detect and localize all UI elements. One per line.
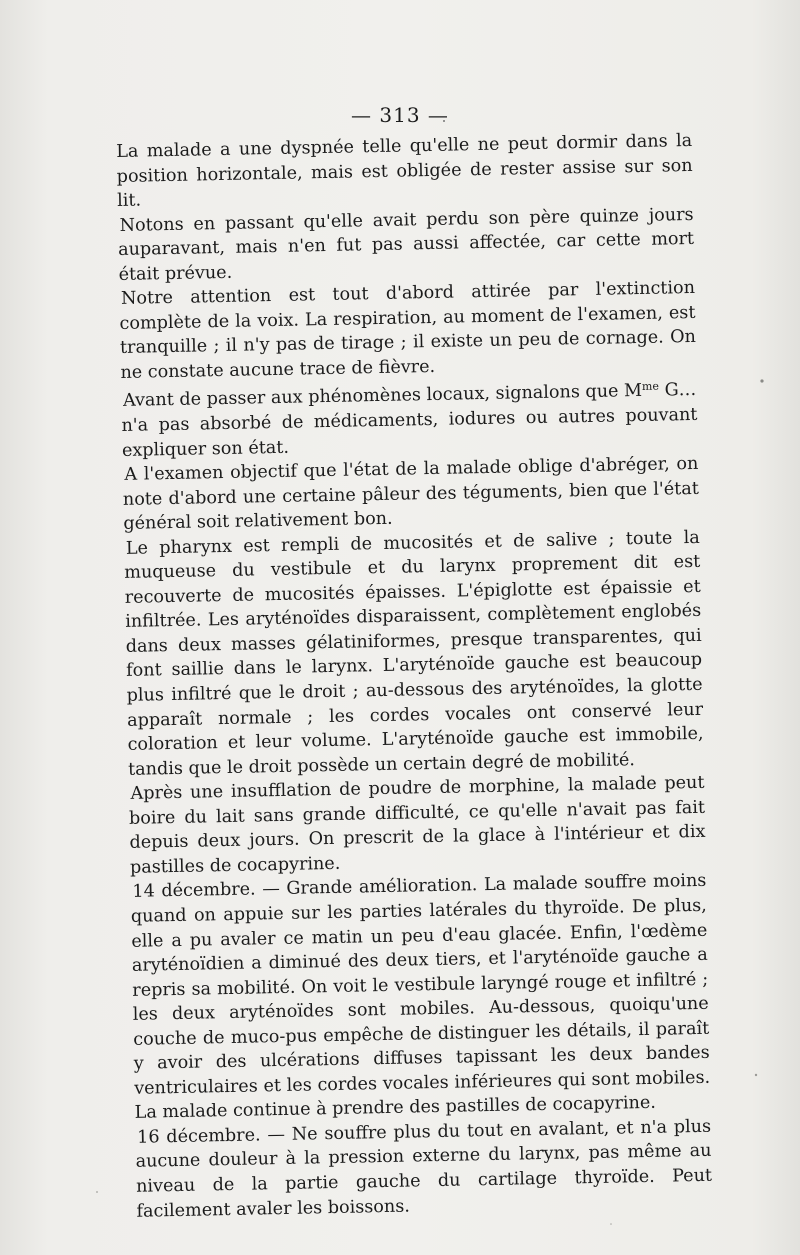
paragraph-voice: Notre attention est tout d'abord attirée par l'extinction complète de la voix. La respiration, au moment de l'examen, est tranquille ; il n'y pas de tirage ; il existe un peu de cornage. On ne constate aucune trace de fièvre. [119,278,697,383]
medications-text: n'a pas absorbé de médicaments, iodures ou autres pouvant expliquer son état. [121,404,698,461]
paragraph-dyspnea: La malade a une dyspnée telle qu'elle ne peut dormir dans la position horizontale, mais est obligée de rester assise sur son lit. [116,130,693,212]
paragraph-dec-16: 16 décembre. — Ne souffre plus du tout en avalant, et n'a plus aucune douleur à la pression externe du larynx, pas même au niveau de la partie gauche du cartilage thyroïde. Peut facilement avaler les boissons. [135,1116,713,1222]
mme-text-after: G… [658,380,697,402]
paragraph-morphine: Après une insufflation de poudre de morphine, la malade peut boire du lait sans grande difficulté, ce qu'elle n'avait pas fait depuis deux jours. On prescrit de la glace à l'intérieur et dix pastilles de cocapyrine. [128,773,706,878]
mme-text-before: Avant de passer aux phénomènes locaux, signalons que M [122,381,643,412]
mme-superscript: me [641,380,660,394]
paragraph-exam: A l'examen objectif que l'état de la malade oblige d'abréger, on note d'abord une certaine pâleur des téguments, bien que l'état général soit relativement bon. [122,453,699,535]
page-number: — 313 — [351,103,449,127]
paragraph-medications [121,374,698,463]
body-text [116,129,713,1224]
paragraph-pharynx: Le pharynx est rempli de mucosités et de salive ; toute la muqueuse du vestibule et du larynx proprement dit est recouverte de mucosités épaisses. L'épiglotte est épaissie et infiltrée. Les aryténoïdes disparaissent, complètement englobés dans deux masses gélatiniformes, presque transparentes, qui font saillie dans le larynx. L'aryténoïde gauche est beaucoup plus infiltré que le droit ; au-dessous des aryténoïdes, la glotte apparaît normale ; les cordes vocales ont conservé leur coloration et leur volume. L'aryténoïde gauche est immobile, tandis que le droit possède un certain degré de mobilité. [124,527,704,780]
paragraph-father: Notons en passant qu'elle avait perdu son père quinze jours auparavant, mais n'en fut pas aussi affectée, car cette mort était prévue. [117,204,695,285]
paragraph-dec-14: 14 décembre. — Grande amélioration. La malade souffre moins quand on appuie sur les parties latérales du thyroïde. De plus, elle a pu avaler ce matin un peu d'eau glacée. Enfin, l'œdème aryténoïdien a diminué des deux tiers, et l'aryténoïde gauche a repris sa mobilité. On voit le vestibule laryngé rouge et infiltré ; les deux aryténoïdes sont mobiles. Au-dessous, quoiqu'une couche de muco-pus empêche de distinguer les détails, il paraît y avoir des ulcérations diffuses tapissant les deux bandes ventriculaires et les cordes vocales inférieures qui sont mobiles. La malade continue à prendre des pastilles de cocapyrine. [130,871,711,1124]
